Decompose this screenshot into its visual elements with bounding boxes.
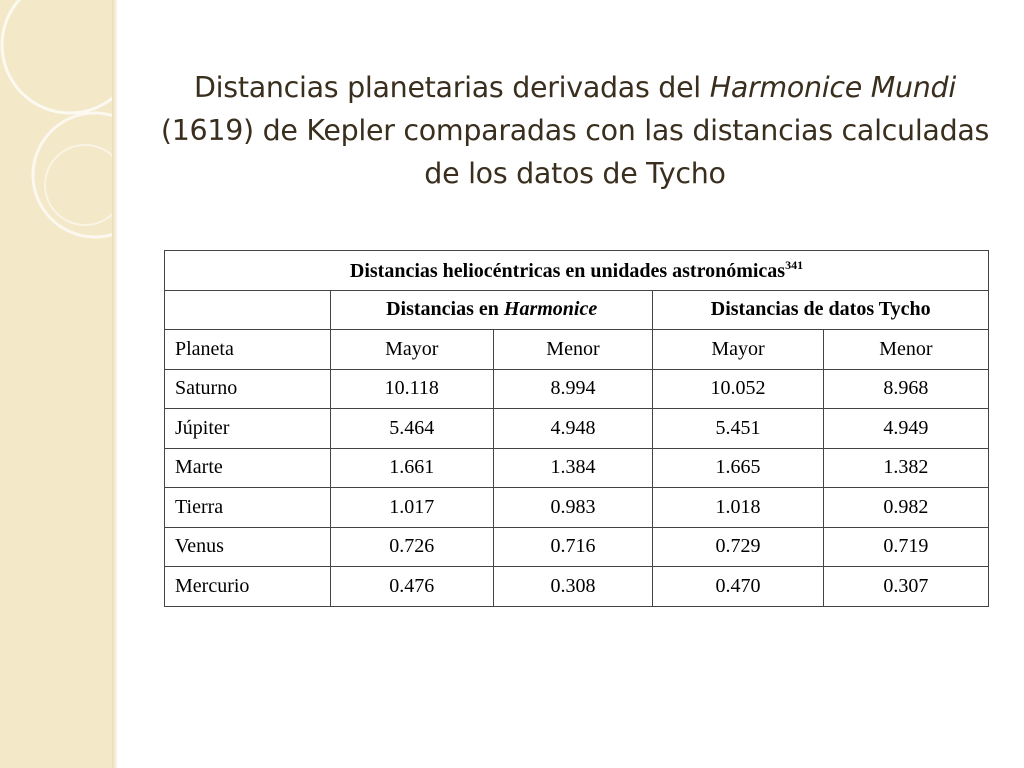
planet-name: Venus bbox=[165, 527, 331, 567]
side-band-edge bbox=[112, 0, 117, 768]
group-header-empty bbox=[165, 290, 331, 330]
table-row bbox=[165, 527, 989, 567]
title-part-3: (1619) de Kepler comparadas con las distancias calculadas de los datos de Tycho bbox=[160, 114, 990, 190]
table-cell: 0.307 bbox=[823, 567, 988, 607]
group-header-tycho: Distancias de datos Tycho bbox=[653, 290, 989, 330]
table-cell: 1.018 bbox=[653, 488, 823, 528]
slide-title bbox=[150, 66, 1000, 195]
table-cell: 1.017 bbox=[331, 488, 494, 528]
table-caption-row bbox=[165, 251, 989, 291]
table-caption-note: 341 bbox=[785, 257, 804, 272]
table-cell: 1.665 bbox=[653, 448, 823, 488]
planet-name: Tierra bbox=[165, 488, 331, 528]
group-header-row bbox=[165, 290, 989, 330]
table-cell: 8.994 bbox=[493, 369, 653, 409]
table-cell: 10.118 bbox=[331, 369, 494, 409]
group-header-harmonice bbox=[331, 290, 653, 330]
table-cell: 0.982 bbox=[823, 488, 988, 528]
table-row bbox=[165, 409, 989, 449]
planet-name: Júpiter bbox=[165, 409, 331, 449]
table-caption bbox=[165, 251, 989, 291]
planet-name: Saturno bbox=[165, 369, 331, 409]
table-cell: 0.470 bbox=[653, 567, 823, 607]
table-cell: 0.719 bbox=[823, 527, 988, 567]
table-cell: 0.729 bbox=[653, 527, 823, 567]
table-row bbox=[165, 567, 989, 607]
table-cell: 4.949 bbox=[823, 409, 988, 449]
column-header: Mayor bbox=[331, 330, 494, 370]
column-header: Menor bbox=[493, 330, 653, 370]
table-cell: 10.052 bbox=[653, 369, 823, 409]
table-cell: 1.384 bbox=[493, 448, 653, 488]
decorative-side-band bbox=[0, 0, 112, 768]
table-cell: 0.476 bbox=[331, 567, 494, 607]
title-italic-work: Harmonice Mundi bbox=[709, 71, 956, 104]
column-header: Mayor bbox=[653, 330, 823, 370]
column-header: Planeta bbox=[165, 330, 331, 370]
table-cell: 0.716 bbox=[493, 527, 653, 567]
planet-name: Mercurio bbox=[165, 567, 331, 607]
table-row bbox=[165, 488, 989, 528]
table-caption-text: Distancias heliocéntricas en unidades astronómicas bbox=[349, 259, 786, 282]
planet-name: Marte bbox=[165, 448, 331, 488]
table-cell: 0.726 bbox=[331, 527, 494, 567]
table-row bbox=[165, 369, 989, 409]
column-header-row bbox=[165, 330, 989, 370]
table-cell: 0.983 bbox=[493, 488, 653, 528]
group-harmonice-italic: Harmonice bbox=[503, 298, 598, 321]
table-row bbox=[165, 448, 989, 488]
table-cell: 5.451 bbox=[653, 409, 823, 449]
column-header: Menor bbox=[823, 330, 988, 370]
table-cell: 1.661 bbox=[331, 448, 494, 488]
table-cell: 8.968 bbox=[823, 369, 988, 409]
title-part-1: Distancias planetarias derivadas del bbox=[194, 71, 710, 104]
table-cell: 5.464 bbox=[331, 409, 494, 449]
decorative-swirl-icon bbox=[0, 0, 112, 768]
table-cell: 0.308 bbox=[493, 567, 653, 607]
group-harmonice-prefix: Distancias en bbox=[386, 298, 504, 321]
distances-table bbox=[164, 250, 989, 607]
table-cell: 4.948 bbox=[493, 409, 653, 449]
table-cell: 1.382 bbox=[823, 448, 988, 488]
